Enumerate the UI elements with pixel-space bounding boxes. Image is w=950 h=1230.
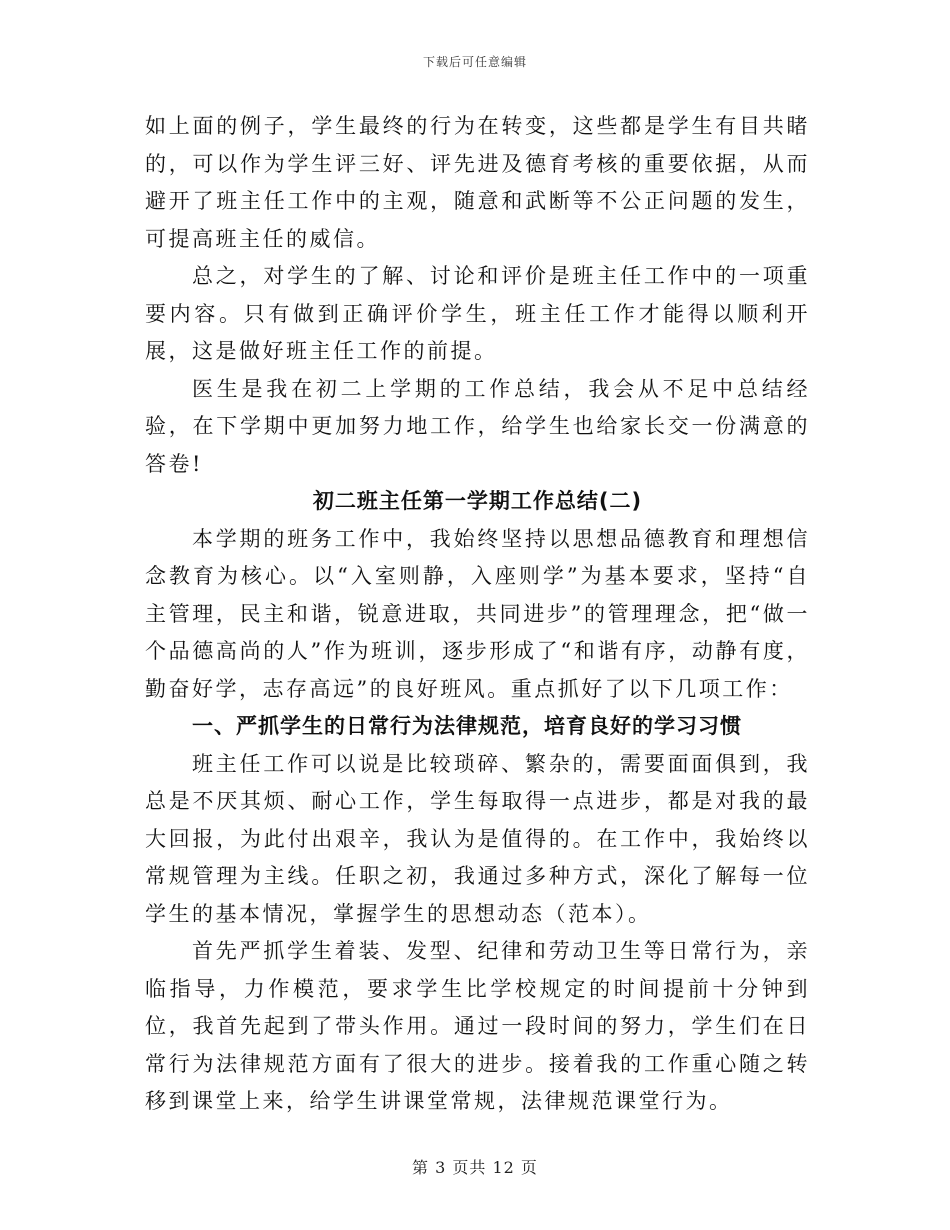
section-heading-1: 一、严抓学生的日常行为法律规范，培育良好的学习习惯 [192,714,742,738]
page-header: 下载后可任意编辑 [422,55,527,69]
paragraph-intro: 本学期的班务工作中，我始终坚持以思想品德教育和理想信念教育为核心。以“入室则静，入座则学”为基本要求，坚持“自主管理，民主和谐，锐意进取，共同进步”的管理理念，把“做一个品德高尚的人”作为班训，逐步形成了“和谐有序，动静有度，勤奋好学，志存高远”的良好班风。重点抓好了以下几项工作： [145,526,810,701]
document-body [145,108,810,1121]
page-number-footer: 第 3 页共 12 页 [412,1158,538,1177]
paragraph-routine-management: 班主任工作可以说是比较琐碎、繁杂的，需要面面俱到，我总是不厌其烦、耐心工作，学生每取得一点进步，都是对我的最大回报，为此付出艰辛，我认为是值得的。在工作中，我始终以常规管理为主线。任职之初，我通过多种方式，深化了解每一位学生的基本情况，掌握学生的思想动态（范本）。 [145,751,810,926]
paragraph-example-conclusion: 如上面的例子，学生最终的行为在转变，这些都是学生有目共睹的，可以作为学生评三好、评先进及德育考核的重要依据，从而避开了班主任工作中的主观，随意和武断等不公正问题的发生，可提高班主任的威信。 [145,114,810,251]
section-title: 初二班主任第一学期工作总结(二) [312,489,643,513]
paragraph-daily-behavior: 首先严抓学生着装、发型、纪律和劳动卫生等日常行为，亲临指导，力作模范，要求学生比学校规定的时间提前十分钟到位，我首先起到了带头作用。通过一段时间的努力，学生们在日常行为法律规范方面有了很大的进步。接着我的工作重心随之转移到课堂上来，给学生讲课堂常规，法律规范课堂行为。 [145,939,810,1113]
paragraph-closing: 医生是我在初二上学期的工作总结，我会从不足中总结经验，在下学期中更加努力地工作，给学生也给家长交一份满意的答卷! [145,376,810,476]
paragraph-summary: 总之，对学生的了解、讨论和评价是班主任工作中的一项重要内容。只有做到正确评价学生，班主任工作才能得以顺利开展，这是做好班主任工作的前提。 [145,264,810,363]
